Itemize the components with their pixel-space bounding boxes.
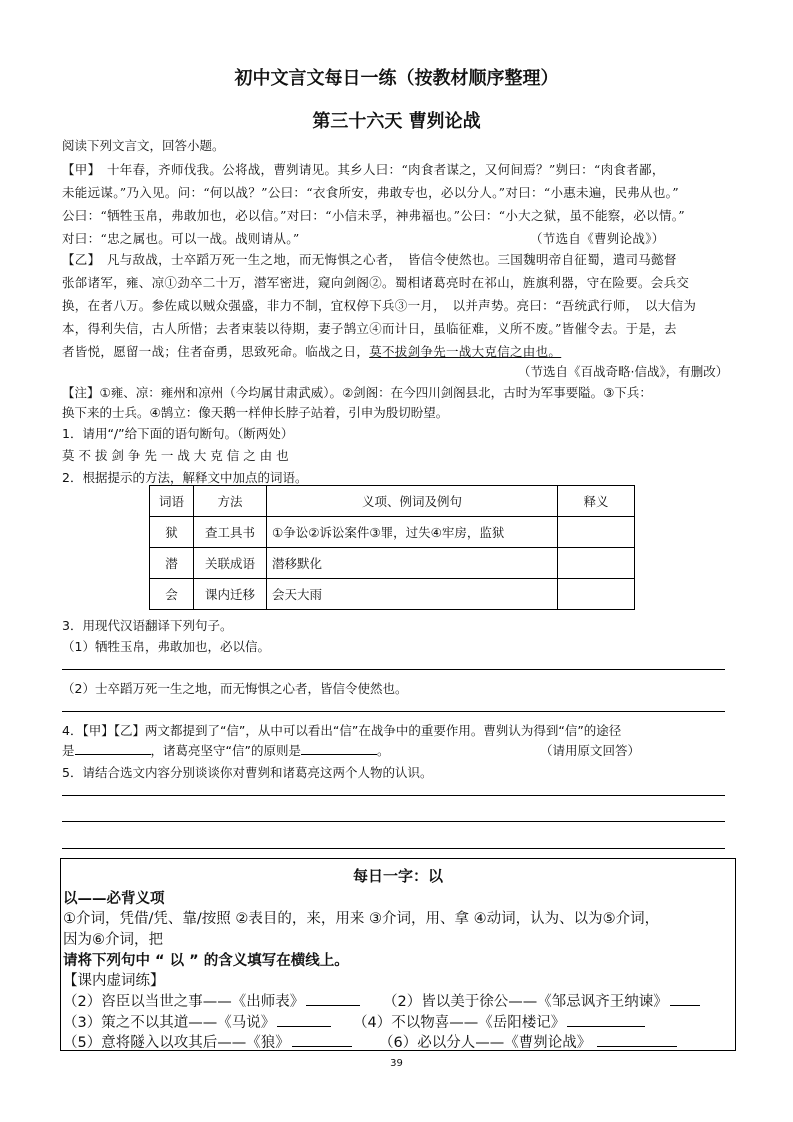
table-cell: 会天大雨 bbox=[267, 579, 558, 610]
instruction-text: 阅读下列文言文，回答小题。 bbox=[62, 138, 225, 153]
table-header-row bbox=[150, 486, 635, 517]
exercise-row bbox=[383, 990, 700, 1011]
exercise-label: 【课内虚词练】 bbox=[63, 973, 165, 989]
notes-line: 【注】①雍、凉：雍州和凉州（今均属甘肃武威）。②剑阁：在今四川剑阁县北，古时为军事要隘。③下兵： bbox=[62, 385, 652, 400]
answer-line[interactable] bbox=[62, 711, 725, 712]
page-number: 39 bbox=[390, 1058, 403, 1069]
table-cell: 关联成语 bbox=[194, 548, 267, 579]
question-3-item: （2）士卒蹈万死一生之地，而无悔惧之心者，皆信令使然也。 bbox=[62, 681, 408, 696]
question-2: 2．根据提示的方法，解释文中加点的词语。 bbox=[62, 470, 308, 485]
question-4: 4．【甲】【乙】两文都提到了“信”，从中可以看出“信”在战争中的重要作用。曹刿认为得到“信”的途径 bbox=[62, 723, 622, 738]
question-4-text: 。 bbox=[376, 743, 390, 758]
passage-a-line: 对曰：“忠之属也。可以一战。战则请从。” bbox=[62, 231, 300, 246]
exercise-row bbox=[63, 1011, 331, 1032]
notes-line: 换下来的士兵。④鹄立：像天鹅一样伸长脖子站着，引申为殷切盼望。 bbox=[62, 405, 449, 420]
table-row bbox=[150, 548, 635, 579]
passage-b-line bbox=[62, 342, 561, 360]
fill-blank[interactable] bbox=[597, 1045, 677, 1047]
table-header: 词语 bbox=[150, 486, 194, 517]
question-3-item: （1）牺牲玉帛，弗敢加也，必以信。 bbox=[62, 639, 270, 654]
question-4-text: ，诸葛亮坚守“信”的原则是 bbox=[150, 743, 301, 758]
exercise-row bbox=[63, 990, 360, 1011]
answer-line[interactable] bbox=[62, 795, 725, 796]
answer-cell[interactable] bbox=[558, 579, 635, 610]
table-header: 义项、例词及例句 bbox=[267, 486, 558, 517]
fill-blank[interactable] bbox=[292, 1045, 352, 1047]
passage-a-source: （节选自《曹刿论战》） bbox=[530, 231, 665, 246]
daily-word-meanings: ①介词，凭借/凭、靠/按照 ②表目的，来，用来 ③介词，用、拿 ④动词，认为、以为⑤介词， bbox=[63, 911, 660, 927]
passage-a-line: 未能远谋。”乃入见。问：“何以战？”公曰：“衣食所安，弗敢专也，必以分人。”对曰：“小惠未遍，民弗从也。” bbox=[62, 185, 679, 200]
exercise-item: （5）意将隧入以攻其后——《狼》 bbox=[63, 1035, 290, 1051]
underlined-sentence: 莫不拔剑争先一战大克信之由也。 bbox=[369, 344, 562, 359]
question-3: 3．用现代汉语翻译下列句子。 bbox=[62, 618, 233, 633]
table-header: 方法 bbox=[194, 486, 267, 517]
table-cell: 查工具书 bbox=[194, 517, 267, 548]
answer-line[interactable] bbox=[62, 821, 725, 822]
page-title: 初中文言文每日一练（按教材顺序整理） bbox=[234, 68, 559, 89]
exercise-row bbox=[353, 1011, 645, 1032]
vocab-table bbox=[149, 485, 635, 610]
table-cell: 潜移默化 bbox=[267, 548, 558, 579]
table-row bbox=[150, 579, 635, 610]
table-cell: 潜 bbox=[150, 548, 194, 579]
fill-blank[interactable] bbox=[567, 1025, 645, 1027]
daily-word-heading: 以——必背义项 bbox=[63, 891, 165, 907]
question-4-text: 是 bbox=[62, 743, 75, 758]
answer-line[interactable] bbox=[62, 669, 725, 670]
passage-a-line: 公曰：“牺牲玉帛，弗敢加也，必以信。”对曰：“小信未孚，神弗福也。”公曰：“小大之狱，虽不能察，必以情。” bbox=[62, 208, 685, 223]
answer-line[interactable] bbox=[62, 848, 725, 849]
fill-blank[interactable] bbox=[75, 753, 151, 755]
fill-blank[interactable] bbox=[670, 1004, 700, 1006]
daily-word-box bbox=[60, 858, 736, 1051]
table-cell: 狱 bbox=[150, 517, 194, 548]
answer-cell[interactable] bbox=[558, 548, 635, 579]
table-header: 释义 bbox=[558, 486, 635, 517]
lesson-title: 第三十六天 曹刿论战 bbox=[312, 111, 481, 132]
question-4-hint: （请用原文回答） bbox=[540, 743, 641, 758]
fill-blank[interactable] bbox=[306, 1004, 360, 1006]
passage-a-line: 【甲】 十年春，齐师伐我。公将战，曹刿请见。其乡人曰：“肉食者谋之，又何间焉？”刿曰：“肉食者鄙， bbox=[62, 162, 665, 177]
passage-b-source: （节选自《百战奇略·信战》，有删改） bbox=[518, 364, 729, 379]
exercise-item: （2）咨臣以当世之事——《出师表》 bbox=[63, 994, 305, 1010]
exercise-item: （4）不以物喜——《岳阳楼记》 bbox=[353, 1015, 566, 1031]
passage-b-line: 【乙】 凡与敌战，士卒蹈万死一生之地，而无悔惧之心者， 皆信令使然也。三国魏明帝自征蜀，遣司马懿督 bbox=[62, 252, 677, 267]
exercise-item: （6）必以分人——《曹刿论战》 bbox=[379, 1035, 592, 1051]
exercise-item: （2）皆以美于徐公——《邹忌讽齐王纳谏》 bbox=[383, 994, 668, 1010]
answer-cell[interactable] bbox=[558, 517, 635, 548]
fill-blank[interactable] bbox=[301, 753, 377, 755]
passage-b-line: 本，得利失信，古人所惜；去者束装以待期，妻子鹄立④而计日，虽临征难，义所不废。”皆催令去。于是，去 bbox=[62, 321, 677, 336]
question-1: 1．请用“/”给下面的语句断句。（断两处） bbox=[62, 426, 294, 441]
question-1-sentence: 莫 不 拔 剑 争 先 一 战 大 克 信 之 由 也 bbox=[62, 448, 289, 463]
question-4-fill bbox=[62, 741, 389, 759]
passage-b-line: 张郃诸军，雍、凉①劲卒二十万，潜军密进，窥向剑阁②。蜀相诸葛亮时在祁山，旌旗利器，守在险要。会兵交 bbox=[62, 275, 690, 290]
passage-b-text: 者皆悦，愿留一战；住者奋勇，思致死命。临战之日， bbox=[62, 344, 370, 359]
table-row bbox=[150, 517, 635, 548]
exercise-row bbox=[379, 1031, 677, 1052]
exercise-item: （3）策之不以其道——《马说》 bbox=[63, 1015, 276, 1031]
question-5: 5．请结合选文内容分别谈谈你对曹刿和诸葛亮这两个人物的认识。 bbox=[62, 765, 433, 780]
daily-word-meanings: 因为⑥介词，把 bbox=[63, 932, 163, 948]
passage-b-line: 换，在者八万。参佐咸以贼众强盛，非力不制，宜权停下兵③一月， 以并声势。亮曰：“吾统武行师， 以大信为 bbox=[62, 298, 697, 313]
exercise-row bbox=[63, 1031, 352, 1052]
table-cell: 课内迁移 bbox=[194, 579, 267, 610]
daily-word-title: 每日一字：以 bbox=[352, 867, 443, 885]
daily-word-instruction: 请将下列句中 “ 以 ” 的含义填写在横线上。 bbox=[63, 953, 349, 969]
table-cell: ①争讼②诉讼案件③罪，过失④牢房，监狱 bbox=[267, 517, 558, 548]
fill-blank[interactable] bbox=[277, 1025, 331, 1027]
table-cell: 会 bbox=[150, 579, 194, 610]
